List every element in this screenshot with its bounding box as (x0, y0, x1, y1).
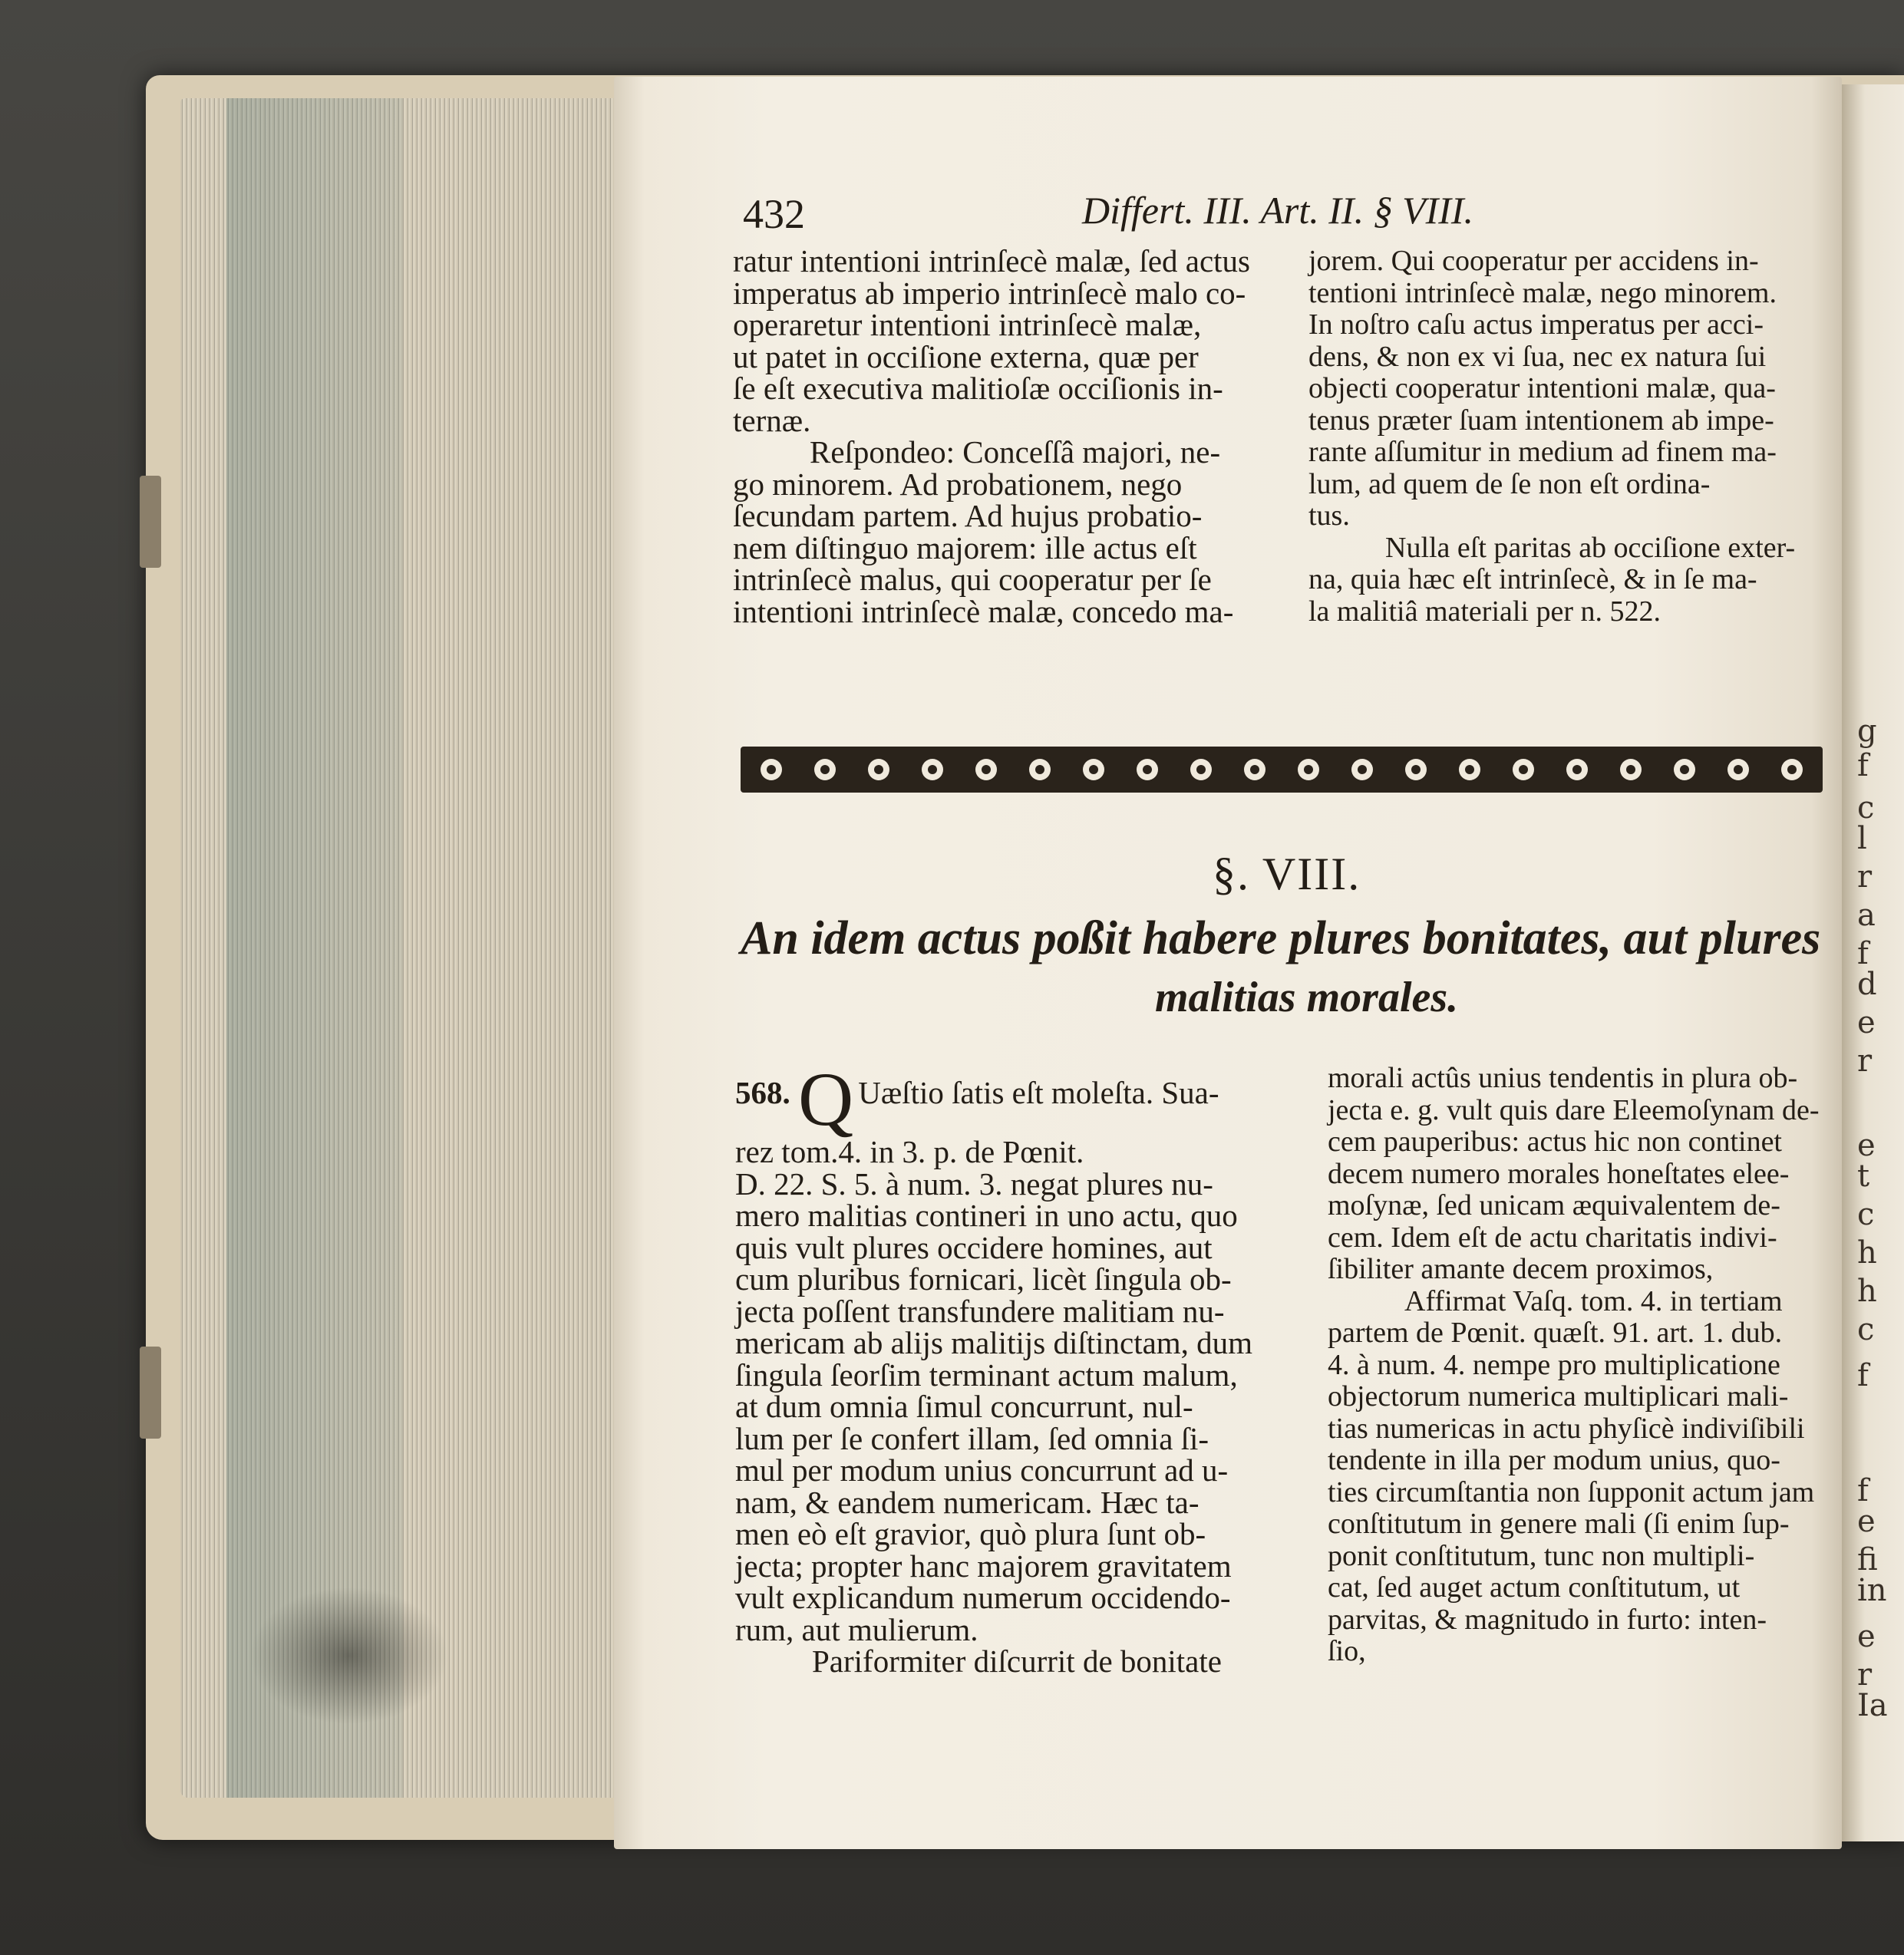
text-line: ratur intentioni intrinſecè malæ, ſed actus (733, 243, 1251, 279)
text-line: rez tom.4. in 3. p. de Pœnit. (735, 1134, 1084, 1169)
clasp-top (140, 476, 161, 568)
paragraph-number: 568. (735, 1075, 790, 1110)
text-line: partem de Pœnit. quæſt. 91. art. 1. dub. (1328, 1317, 1783, 1349)
running-head: Differt. III. Art. II. § VIII. (1082, 189, 1474, 232)
text-line: D. 22. S. 5. à num. 3. negat plures nu- (735, 1165, 1213, 1202)
text-line: lum per ſe confert illam, ſed omnia ſi- (735, 1420, 1209, 1456)
text-line: intrinſecè malus, qui cooperatur per ſe (733, 562, 1212, 597)
text-line: jecta e. g. vult quis dare Eleemoſynam de- (1328, 1093, 1820, 1126)
text-line: Pariformiter diſcurrit de bonitate (812, 1643, 1222, 1679)
text-line: la malitiâ materiali per n. 522. (1308, 595, 1661, 628)
edge-smudge (249, 1587, 449, 1725)
facing-page-letter: r (1857, 1657, 1873, 1693)
text-line: tenus præter ſuam intentionem ab impe- (1308, 404, 1774, 437)
text-line: moſynæ, ſed unicam æquivalentem de- (1328, 1189, 1780, 1221)
facing-page-letter: Ia (1857, 1688, 1888, 1723)
text-line: ſibiliter amante decem proximos, (1328, 1253, 1714, 1285)
facing-page-letter: f (1857, 748, 1869, 783)
facing-page-letter: g (1857, 714, 1877, 749)
text-line: mero malitias contineri in uno actu, quo (735, 1198, 1238, 1233)
text-line: ties circumſtantia non ſupponit actum jam (1328, 1475, 1815, 1508)
text-line: mericam ab alijs malitijs diſtinctam, dum (735, 1325, 1253, 1360)
text-line: mul per modum unius concurrunt ad u- (735, 1452, 1229, 1488)
text-line: conſtitutum in genere mali (ſi enim ſup- (1328, 1508, 1790, 1540)
facing-page-letter: f (1857, 936, 1869, 971)
edge-tint (226, 98, 403, 1798)
facing-page-letter: c (1857, 1197, 1875, 1232)
text-line: tendente in illa per modum unius, quo- (1328, 1444, 1780, 1476)
text-line: cum pluribus fornicari, licèt ſingula ob- (735, 1261, 1232, 1297)
text-line: ut patet in occiſione externa, quæ per (733, 338, 1199, 374)
text-line: objecti cooperatur intentioni malæ, qua- (1308, 372, 1776, 404)
facing-page-letter: in (1857, 1573, 1887, 1608)
text-line: nam, & eandem numericam. Hæc ta- (735, 1484, 1199, 1520)
text-line: jecta; propter hanc majorem gravitatem (735, 1548, 1232, 1584)
text-line: Reſpondeo: Conceſſâ majori, ne- (810, 434, 1221, 470)
text-line: rante aſſumitur in medium ad finem ma- (1308, 436, 1777, 468)
facing-page-letter: e (1857, 1504, 1876, 1539)
facing-page-letter: r (1857, 859, 1873, 895)
text-line: cem pauperibus: actus hic non continet (1328, 1126, 1782, 1158)
top-right-column (1308, 246, 1830, 628)
text-line: imperatus ab imperio intrinſecè malo co- (733, 275, 1246, 311)
text-line: tus. (1308, 499, 1350, 532)
page-number: 432 (743, 191, 805, 237)
facing-page-letter: a (1857, 898, 1876, 933)
section-title-line1: An idem actus poßit habere plures bonitates, aut plures (741, 912, 1821, 964)
page-block-edges (180, 98, 618, 1798)
facing-page-letter: h (1857, 1235, 1877, 1271)
facing-page-letter: r (1857, 1043, 1873, 1079)
facing-page-letter: f (1857, 1473, 1869, 1508)
facing-page-letter: d (1857, 967, 1877, 1002)
facing-page-letter: fi (1857, 1542, 1878, 1578)
text-line: ponit conſtitutum, tunc non multipli- (1328, 1539, 1755, 1572)
decorative-ornament-band (741, 739, 1823, 800)
text-line: operaretur intentioni intrinſecè malæ, (733, 307, 1202, 342)
text-line: tias numericas in actu phyſicè indiviſibili (1328, 1412, 1805, 1445)
clasp-bottom (140, 1347, 161, 1439)
drop-cap: Q (798, 1057, 854, 1142)
text-line: jecta poſſent transfundere malitiam nu- (735, 1293, 1225, 1329)
text-line: cem. Idem eſt de actu charitatis indivi- (1328, 1221, 1777, 1254)
text-line: cat, ſed auget actum conſtitutum, ut (1328, 1571, 1741, 1604)
text-line: na, quia hæc eſt intrinſecè, & in ſe ma- (1308, 563, 1757, 595)
facing-page-letter: c (1857, 790, 1875, 826)
text-line: parvitas, & magnitudo in furto: inten- (1328, 1603, 1767, 1636)
section-title-line2: malitias morales. (1155, 974, 1459, 1021)
text-line: at dum omnia ſimul concurrunt, nul- (735, 1389, 1193, 1424)
text-line: In noſtro caſu actus imperatus per acci- (1308, 308, 1764, 341)
facing-page-letter: t (1857, 1159, 1870, 1194)
section-number: §. VIII. (1213, 849, 1361, 899)
top-left-column (733, 243, 1289, 629)
text-line: ſingula ſeorſim terminant actum malum, (735, 1357, 1238, 1393)
text-line: nem diſtinguo majorem: ille actus eſt (733, 529, 1197, 565)
text-line: ſe eſt executiva malitioſæ occiſionis in- (733, 371, 1223, 406)
text-line: vult explicandum numerum occidendo- (735, 1580, 1231, 1615)
text-line: dens, & non ex vi ſua, nec ex natura ſui (1308, 340, 1767, 373)
text-line: Nulla eſt paritas ab occiſione exter- (1385, 531, 1796, 564)
text-line: ſecundam partem. Ad hujus probatio- (733, 498, 1203, 533)
text-line: lum, ad quem de ſe non eſt ordina- (1308, 467, 1711, 500)
text-line: rum, aut mulierum. (735, 1611, 978, 1647)
text-line: men eò eſt gravior, quò plura ſunt ob- (735, 1516, 1206, 1551)
text-line: 4. à num. 4. nempe pro multiplicatione (1328, 1348, 1780, 1381)
facing-page-letter: e (1857, 1005, 1876, 1040)
text-line: jorem. Qui cooperatur per accidens in- (1308, 245, 1759, 277)
facing-page-letter: h (1857, 1274, 1877, 1309)
text-line: quis vult plures occidere homines, aut (735, 1229, 1213, 1265)
text-line: intentioni intrinſecè malæ, concedo ma- (733, 593, 1234, 629)
text-line: tentioni intrinſecè malæ, nego minorem. (1308, 276, 1777, 309)
text-line: ſio, (1328, 1635, 1366, 1667)
text-line: objectorum numerica multiplicari mali- (1328, 1380, 1789, 1413)
text-line: ternæ. (733, 402, 811, 438)
facing-page-letter: f (1857, 1358, 1869, 1393)
text-line: go minorem. Ad probationem, nego (733, 466, 1183, 502)
facing-page-letter: e (1857, 1619, 1876, 1654)
facing-page-letter: c (1857, 1312, 1875, 1347)
bottom-right-column (1328, 1063, 1834, 1668)
facing-page-letter: l (1857, 821, 1867, 856)
text-line: decem numero morales honeſtates elee- (1328, 1157, 1790, 1190)
bottom-left-column (735, 1057, 1295, 1679)
text-line: morali actûs unius tendentis in plura ob- (1328, 1062, 1798, 1094)
text-line: Affirmat Vaſq. tom. 4. in tertiam (1404, 1284, 1783, 1317)
bottom-left-lines (735, 1136, 1295, 1678)
facing-page-letter: e (1857, 1128, 1876, 1163)
bottom-left-first-line: Uæſtio ſatis eſt moleſta. Sua- (858, 1075, 1219, 1110)
